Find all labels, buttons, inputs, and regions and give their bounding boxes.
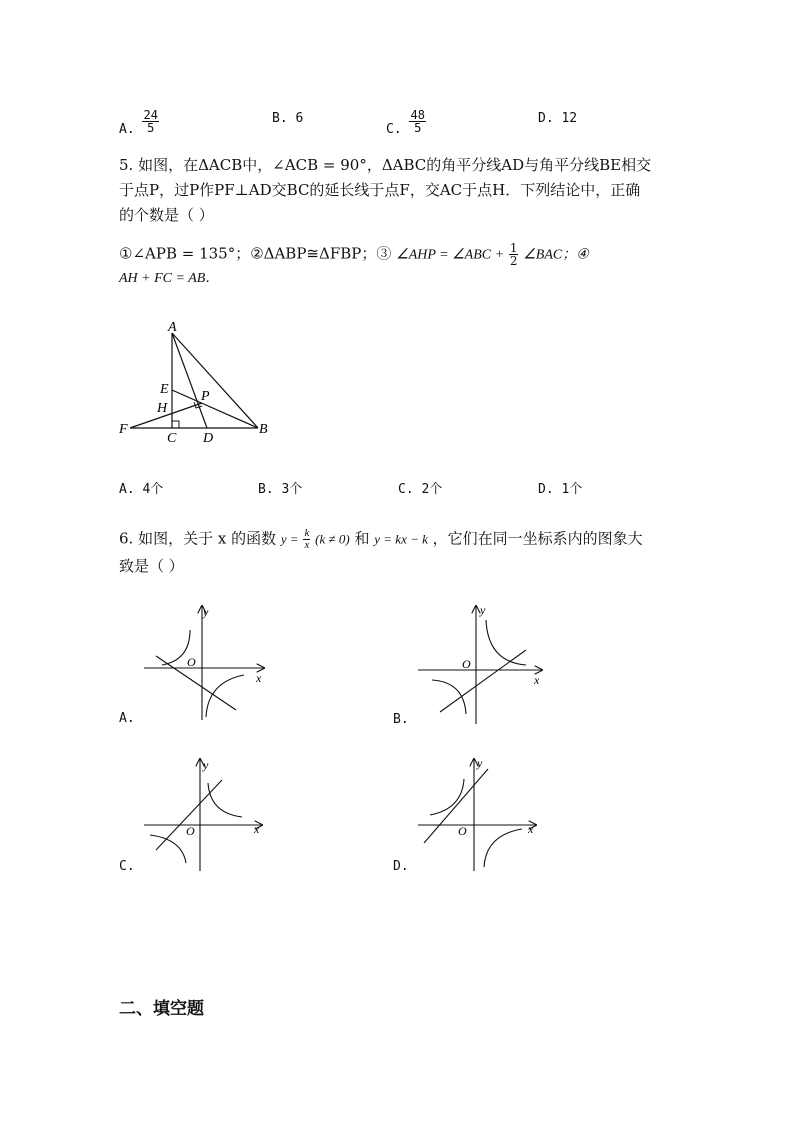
q6-line-2: 致是（ ） xyxy=(119,557,184,575)
q4-option-a-fraction xyxy=(142,109,158,134)
label-x: x xyxy=(254,822,260,836)
q4-option-d: D. 12 xyxy=(538,111,578,126)
line-y-kx-k xyxy=(440,650,526,712)
label-f: F xyxy=(119,422,128,437)
q5-line-3: 的个数是（ ） xyxy=(119,206,214,224)
q4-a-denominator: 5 xyxy=(147,121,155,135)
q4-option-a xyxy=(119,108,159,142)
q4-c-numerator: 48 xyxy=(410,108,425,122)
q6-graph-d xyxy=(414,755,542,873)
q6-line-1-pre: 6. 如图，关于 x 的函数 xyxy=(119,529,277,548)
label-p: P xyxy=(201,389,210,404)
q6-graph-a xyxy=(140,602,270,720)
q5-half-numerator: 1 xyxy=(509,241,518,255)
line-y-kx-k xyxy=(424,769,488,843)
q6-func1-denominator: x xyxy=(304,539,310,551)
q5-statement-3-fraction xyxy=(509,242,519,267)
label-origin: O xyxy=(186,824,195,838)
q5-statement-3-pre: ∠AHP = ∠ABC + xyxy=(396,247,505,263)
label-y: y xyxy=(480,603,486,617)
q6-line-1-mid: 和 xyxy=(354,529,370,548)
hyperbola-branch-lower-left xyxy=(150,835,186,863)
hyperbola-branch-lower-right xyxy=(484,829,522,867)
q6-graph-c-label: C. xyxy=(119,859,135,874)
hyperbola-branch-upper-left xyxy=(430,779,464,815)
q6-line-1 xyxy=(119,528,643,551)
label-c: C xyxy=(167,431,177,445)
q6-func1-condition: (k ≠ 0) xyxy=(315,531,350,547)
q5-line-2: 于点P，过P作PF⊥AD交BC的延长线于点F，交AC于点H．下列结论中，正确 xyxy=(119,181,641,199)
q6-graph-c xyxy=(140,755,268,873)
q5-statement-3-post: ∠BAC；④ xyxy=(523,247,589,263)
q5-line-1: 5. 如图，在ΔACB中，∠ACB = 90°，ΔABC的角平分线AD与角平分线BE相交 xyxy=(119,156,652,174)
line-y-kx-k xyxy=(156,780,222,850)
q6-graph-b-label: B. xyxy=(393,712,409,727)
q4-option-c xyxy=(386,108,426,142)
q6-func1-fraction xyxy=(303,528,310,551)
q5-option-c: C. 2个 xyxy=(398,482,443,497)
label-y: y xyxy=(477,756,483,770)
label-a: A xyxy=(168,320,177,335)
section-2-title: 二、填空题 xyxy=(119,999,204,1019)
q5-option-b: B. 3个 xyxy=(258,482,303,497)
q5-statements-line xyxy=(119,242,589,267)
q6-graph-b xyxy=(414,602,548,726)
label-x: x xyxy=(534,673,540,687)
q5-option-d: D. 1个 xyxy=(538,482,583,497)
q6-func2: y = kx − k xyxy=(374,531,428,547)
q6-graph-a-label: A. xyxy=(119,711,135,726)
q4-option-c-label: C. xyxy=(386,122,402,137)
q5-option-a: A. 4个 xyxy=(119,482,164,497)
hyperbola-branch-lower-right xyxy=(206,675,244,717)
q6-line-1-post: ，它们在同一坐标系内的图象大 xyxy=(432,529,643,548)
label-e: E xyxy=(160,382,169,397)
hyperbola-branch-upper-left xyxy=(162,630,190,665)
segment-ab xyxy=(172,333,258,428)
q4-c-denominator: 5 xyxy=(414,121,422,135)
q4-option-b: B. 6 xyxy=(272,111,304,126)
label-h: H xyxy=(157,401,168,416)
segment-ad xyxy=(172,333,207,428)
label-origin: O xyxy=(187,655,196,669)
label-x: x xyxy=(256,671,262,685)
q6-func1-lhs: y = xyxy=(280,531,299,547)
q4-option-c-fraction xyxy=(409,109,425,134)
label-y: y xyxy=(203,758,209,772)
label-origin: O xyxy=(458,824,467,838)
q4-a-numerator: 24 xyxy=(143,108,158,122)
q6-graph-d-label: D. xyxy=(393,859,409,874)
hyperbola-branch-upper-right xyxy=(208,783,242,817)
label-x: x xyxy=(528,822,534,836)
label-d: D xyxy=(203,431,214,445)
q5-statement-4: AH + FC = AB． xyxy=(119,271,220,286)
hyperbola-branch-upper-right xyxy=(486,620,526,665)
q5-statements-1-2: ①∠APB = 135°；②ΔABP≅ΔFBP；③ xyxy=(119,244,392,263)
q5-half-denominator: 2 xyxy=(509,254,518,268)
label-b: B xyxy=(259,422,268,437)
label-origin: O xyxy=(462,657,471,671)
label-y: y xyxy=(203,605,209,619)
right-angle-mark-c xyxy=(172,421,179,428)
q5-triangle-figure xyxy=(110,315,290,445)
q6-func1-numerator: k xyxy=(304,527,310,539)
q4-option-a-label: A. xyxy=(119,122,135,137)
